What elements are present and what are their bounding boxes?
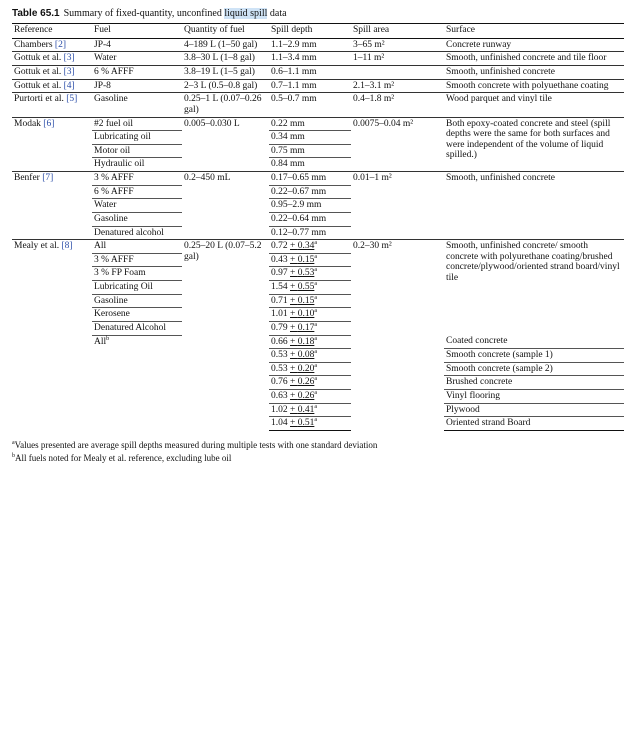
spill-area-cell: 0.4–1.8 m² [351,93,444,117]
fuel-cell: JP-4 [92,38,182,52]
reference-link: [2] [54,39,66,50]
spill-depth-cell: 0.22–0.64 mm [269,212,351,226]
reference-name: Benfer [14,173,43,184]
spill-depth-cell [269,267,351,281]
spill-depth-cell [269,335,351,349]
depth-stddev-value: 0.18 [297,336,315,347]
spill-depth-cell [269,294,351,308]
reference-link: [3] [63,67,75,78]
quantity-cell: 3.8–19 L (1–5 gal) [182,66,269,80]
footnote-mark: a [314,253,318,260]
reference-cell [12,240,92,431]
reference-name: Mealy et al. [14,241,62,252]
surface-cell: Concrete runway [444,38,624,52]
spill-depth-cell: 0.12–0.77 mm [271,227,327,238]
depth-stddev: + 0.51 [290,418,315,429]
table-row [12,93,624,117]
fuel-cell: Gasoline [92,294,182,308]
surface-cell: Coated concrete [444,335,624,349]
depth-stddev-value: 0.51 [297,418,315,429]
footnote-mark: a [314,362,318,369]
quantity-cell [182,335,269,430]
reference-name: Modak [14,118,44,129]
depth-stddev: + 0.17 [290,322,315,333]
depth-stddev: + 0.10 [290,309,315,320]
depth-stddev-value: 0.26 [297,377,315,388]
caption-highlight: liquid spill [224,8,268,19]
reference-cell [12,52,92,66]
depth-stddev: + 0.26 [290,377,315,388]
depth-mean: 0.53 [271,350,288,361]
surface-cell: Wood parquet and vinyl tile [444,93,624,117]
footnote-mark: a [314,403,318,410]
reference-cell [12,93,92,117]
fuel-cell: Lubricating Oil [92,281,182,295]
depth-stddev: + 0.34 [290,241,315,252]
spill-area-cell [351,66,444,80]
spill-depth-cell [269,362,351,376]
surface-cell: Smooth, unfinished concrete and tile floor [444,52,624,66]
footnote-mark: a [314,308,318,315]
spill-depth-cell [269,321,351,335]
caption-text: Summary of fixed-quantity, unconfined [63,8,225,19]
surface-cell: Brushed concrete [444,376,624,390]
fuel-cell: JP-8 [92,79,182,93]
spill-area-cell: 0.0075–0.04 m² [351,117,444,172]
reference-name: Chambers [14,39,55,50]
depth-stddev: + 0.55 [290,282,315,293]
spill-area-cell: 2.1–3.1 m² [351,79,444,93]
footnote-mark: a [314,321,318,328]
depth-stddev: + 0.26 [290,391,315,402]
quantity-cell: 0.25–1 L (0.07–0.26 gal) [182,93,269,117]
surface-cell: Smooth, unfinished concrete [444,172,624,240]
spill-depth-cell [269,240,351,254]
surface-cell: Smooth, unfinished concrete/ smooth concrete with polyurethane coating/brushed concrete/plywood/oriented strand board/vinyl tile [444,240,624,335]
depth-stddev-value: 0.26 [297,391,315,402]
footnote-mark: a [314,376,318,383]
table-body [12,38,624,430]
depth-mean: 0.43 [271,254,288,265]
spill-area-cell: 0.2–30 m² [351,240,444,335]
table-caption [12,8,630,19]
depth-mean: 1.04 [271,418,288,429]
depth-stddev-value: 0.15 [297,254,315,265]
table-row [12,38,624,52]
footnote-mark: a [314,335,318,342]
reference-link: [8] [61,241,73,252]
surface-cell: Both epoxy-coated concrete and steel (spill depths were the same for both surfaces and were independent of the volume of liquid spilled.) [444,117,624,172]
depth-mean: 1.01 [271,309,288,320]
spill-depth-cell [269,281,351,295]
fuel-cell: Gasoline [92,212,182,226]
depth-mean: 0.53 [271,363,288,374]
depth-stddev: + 0.08 [290,350,315,361]
surface-cell: Smooth, unfinished concrete [444,66,624,80]
footnote-mark: b [106,335,110,342]
quantity-cell: 0.2–450 mL [182,172,269,240]
table-header [12,24,624,39]
table-label: Table 65.1 [12,8,60,19]
reference-name: Gottuk et al. [14,80,64,91]
depth-stddev-value: 0.10 [297,309,315,320]
spill-depth-cell: 0.7–1.1 mm [269,79,351,93]
spill-depth-cell [269,253,351,267]
fuel-cell: All [92,240,182,254]
depth-mean: 0.97 [271,268,288,279]
footnotes [12,439,630,464]
footnote-mark: a [314,417,318,424]
fuel-cell: Hydraulic oil [94,159,145,170]
fuel-cell: Lubricating oil [92,131,182,145]
spill-area-cell: 1–11 m² [351,52,444,66]
spill-depth-cell: 0.75 mm [269,144,351,158]
reference-cell [12,66,92,80]
quantity-cell: 0.25–20 L (0.07–5.2 gal) [182,240,269,335]
reference-name: Gottuk et al. [14,67,64,78]
depth-stddev-value: 0.41 [297,404,315,415]
fuel-cell: Water [92,199,182,213]
footnote-mark: a [314,240,318,247]
spill-depth-cell [269,376,351,390]
table-row [12,117,624,131]
depth-stddev-value: 0.08 [297,350,315,361]
depth-stddev: + 0.15 [290,295,315,306]
reference-name: Gottuk et al. [14,53,64,64]
fuel-cell: 6 % AFFF [92,185,182,199]
depth-mean: 0.63 [271,391,288,402]
fuel-cell [92,335,182,430]
col-header-spill-depth: Spill depth [269,24,351,39]
surface-cell: Vinyl flooring [444,390,624,404]
surface-cell: Oriented strand Board [444,417,624,431]
col-header-spill-area: Spill area [351,24,444,39]
depth-stddev: + 0.53 [290,268,315,279]
depth-mean: 1.02 [271,404,288,415]
caption-text-end: data [267,8,287,19]
spill-depth-cell [269,349,351,363]
footnote-mark: a [314,294,318,301]
col-header-quantity: Quantity of fuel [182,24,269,39]
depth-stddev: + 0.20 [290,363,315,374]
spill-area-cell [351,335,444,430]
depth-mean: 0.66 [271,336,288,347]
col-header-reference: Reference [12,24,92,39]
depth-stddev-value: 0.17 [297,322,315,333]
depth-mean: 1.54 [271,282,288,293]
quantity-cell: 4–189 L (1–50 gal) [182,38,269,52]
spill-data-table [12,23,624,431]
reference-cell [12,117,92,172]
quantity-cell: 0.005–0.030 L [182,117,269,172]
footnote-mark: a [314,389,318,396]
reference-link: [5] [66,94,78,105]
reference-link: [6] [43,118,55,129]
col-header-fuel: Fuel [92,24,182,39]
depth-stddev: + 0.18 [290,336,315,347]
reference-link: [3] [63,53,75,64]
table-row [12,240,624,254]
depth-mean: 0.71 [271,295,288,306]
footnote-mark: a [314,349,318,356]
quantity-cell: 2–3 L (0.5–0.8 gal) [182,79,269,93]
fuel-cell: Gasoline [92,93,182,117]
fuel-cell: 3 % FP Foam [92,267,182,281]
depth-stddev-value: 0.53 [297,268,315,279]
reference-link: [4] [63,80,75,91]
table-row [12,66,624,80]
reference-cell [12,172,92,240]
spill-depth-cell: 0.34 mm [269,131,351,145]
fuel-cell: #2 fuel oil [92,117,182,131]
fuel-cell: Motor oil [92,144,182,158]
table-row [12,335,624,349]
footnote-mark: a [314,280,318,287]
surface-cell: Plywood [444,403,624,417]
spill-depth-cell: 0.6–1.1 mm [269,66,351,80]
spill-depth-cell: 1.1–2.9 mm [269,38,351,52]
fuel-label: All [94,336,107,347]
spill-depth-cell: 0.22 mm [269,117,351,131]
table-row [12,52,624,66]
reference-link: [7] [42,173,54,184]
table-row [12,79,624,93]
spill-depth-cell: 0.95–2.9 mm [269,199,351,213]
depth-stddev-value: 0.34 [297,241,315,252]
depth-mean: 0.76 [271,377,288,388]
spill-area-cell: 0.01–1 m² [351,172,444,240]
depth-stddev: + 0.15 [290,254,315,265]
depth-mean: 0.72 [271,241,288,252]
spill-depth-cell: 0.5–0.7 mm [269,93,351,117]
reference-name: Purtorti et al. [14,94,67,105]
fuel-cell: Denatured Alcohol [92,321,182,335]
spill-depth-cell [269,403,351,417]
document-page [12,0,630,464]
depth-stddev-value: 0.15 [297,295,315,306]
fuel-cell: 3 % AFFF [92,172,182,186]
fuel-cell: 3 % AFFF [92,253,182,267]
spill-depth-cell: 0.22–0.67 mm [269,185,351,199]
footnote-mark: a [314,267,318,274]
depth-mean: 0.79 [271,322,288,333]
depth-stddev: + 0.41 [290,404,315,415]
quantity-cell: 3.8–30 L (1–8 gal) [182,52,269,66]
surface-cell: Smooth concrete with polyuethane coating [444,79,624,93]
spill-depth-cell: 0.84 mm [271,159,305,170]
reference-cell [12,38,92,52]
spill-depth-cell: 1.1–3.4 mm [269,52,351,66]
reference-cell [12,79,92,93]
col-header-surface: Surface [444,24,624,39]
depth-stddev-value: 0.20 [297,363,315,374]
surface-cell: Smooth concrete (sample 1) [444,349,624,363]
spill-area-cell: 3–65 m² [351,38,444,52]
spill-depth-cell [269,390,351,404]
table-row [12,172,624,186]
fuel-cell: Denatured alcohol [94,227,164,238]
fuel-cell: 6 % AFFF [92,66,182,80]
spill-depth-cell: 0.17–0.65 mm [269,172,351,186]
footnote-a: $^a$Values presented are average spill depths measured during multiple tests with one standard deviation [12,439,378,450]
depth-stddev-value: 0.55 [297,282,315,293]
spill-depth-cell [269,308,351,322]
fuel-cell: Kerosene [92,308,182,322]
fuel-cell: Water [92,52,182,66]
surface-cell: Smooth concrete (sample 2) [444,362,624,376]
spill-depth-cell [269,417,351,431]
footnote-b: $^b$All fuels noted for Mealy et al. reference, excluding lube oil [12,452,232,463]
